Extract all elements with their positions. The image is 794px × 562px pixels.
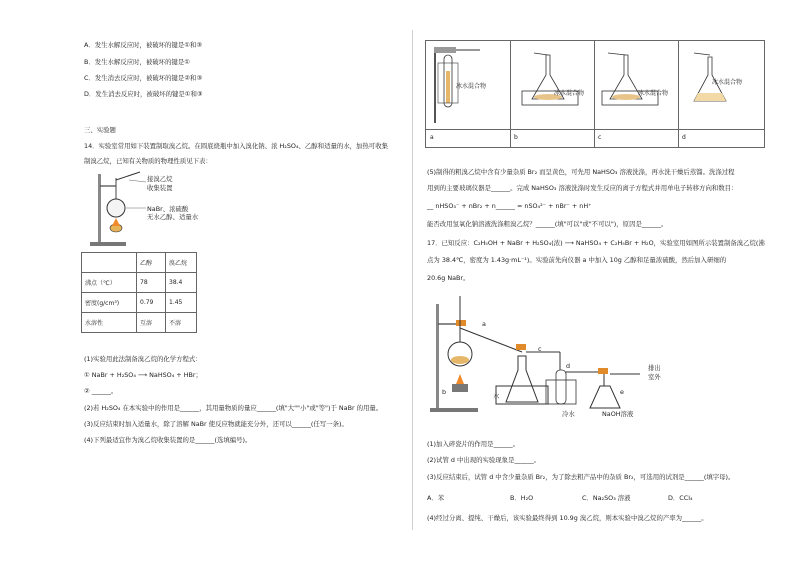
q17-label-b: b — [442, 388, 447, 396]
q17-intro-line3: 20.6g NaBr。 — [427, 274, 470, 282]
apparatus-a-letter: a — [430, 134, 434, 141]
q17-intro-line1: 17．已知反应：C₂H₅OH + NaBr + H₂SO₄(浓) ⟶ NaHSO₄ + C₂H₅Br + H₂O，实验室用如图所示装置制备溴乙烷(沸 — [427, 239, 765, 247]
q17-choice-b: B．H₂O — [510, 494, 534, 502]
q14-part3: (3)反应结束时加入适量水，除了溶解 NaBr 使反应物就能充分外，还可以______(任写一条)。 — [84, 420, 348, 428]
table-cell: 0.79 — [137, 293, 166, 313]
q17-intro-line2: 点为 38.4℃，密度为 1.43g·mL⁻¹)。实验前先向仪器 a 中加入 10g 乙醇和足量浓硫酸，然后加入研细的 — [427, 256, 727, 264]
apparatus-b-drawing — [510, 41, 594, 129]
q17-label-exhaust: 排出 — [648, 364, 661, 372]
label-nabr-sulfuric: NaBr、浓硫酸 — [147, 205, 189, 213]
q17-part4: (4)经过分离、提纯、干燥后，该实验最终得到 10.9g 溴乙烷，则本实验中溴乙烷的产率为______。 — [427, 514, 708, 522]
q17-label-a: a — [482, 320, 486, 328]
q17-choice-c: C．Na₂SO₃ 溶液 — [582, 494, 631, 502]
apparatus-c-drawing — [594, 41, 678, 129]
q17-label-outdoors: 室外 — [648, 373, 661, 381]
q17-choice-d: D．CCl₄ — [668, 494, 693, 502]
apparatus-a-label: 冰水混合物 — [456, 83, 487, 90]
apparatus-c-label: 冰水混合物 — [638, 90, 669, 97]
q17-label-d: d — [566, 362, 571, 370]
q14-intro-line1: 14．实验室常用如下装置制取溴乙烷。在圆底烧瓶中加入溴化钠、浓 H₂SO₄、乙醇和适量的水，加热可收集 — [84, 142, 388, 150]
q14-part2: (2)若 H₂SO₄ 在本实验中的作用是______，其用量物质的量应______(填"大""小"或"等")于 NaBr 的用量。 — [84, 404, 383, 412]
q14-part1: (1)实验用此法制备溴乙烷的化学方程式： — [84, 355, 202, 363]
option-c: C．发生消去反应时，被破坏的键是②和③ — [84, 74, 203, 82]
table-header-cell: 溴乙烷 — [166, 253, 197, 273]
apparatus-b-label: 冰水混合物 — [554, 90, 585, 97]
table-header-cell: 乙醇 — [137, 253, 166, 273]
section-heading: 三、实验题 — [84, 126, 116, 134]
q17-label-e: e — [620, 388, 624, 396]
table-cell: 1.45 — [166, 293, 197, 313]
table-row — [82, 313, 197, 333]
q17-label-c: c — [538, 345, 542, 353]
collection-apparatus-grid — [425, 40, 765, 148]
q17-choice-a: A．苯 — [427, 494, 445, 502]
q14-equation1: ① NaBr + H₂SO₄ ⟶ NaHSO₄ + HBr； — [84, 371, 202, 379]
table-cell: 不溶 — [166, 313, 197, 333]
q17-label-naoh: NaOH溶液 — [602, 410, 634, 418]
q14-part5-equation: __ nHSO₃⁻ + nBr₂ + n______ = nSO₄²⁻ + nBr⁻ + nH⁺ — [427, 202, 592, 210]
table-row — [82, 293, 197, 313]
option-a: A．发生水解反应时，被破坏的键是①和③ — [84, 41, 203, 49]
apparatus-c-letter: c — [598, 134, 602, 141]
table-header-cell — [82, 253, 137, 273]
apparatus-d-letter: d — [682, 134, 686, 141]
q14-part5-line1: (5)制得的粗溴乙烷中含有少量杂质 Br₂ 而呈黄色，可先用 NaHSO₃ 溶液洗涤，再水洗干燥后蒸馏。洗涤过程 — [427, 168, 735, 176]
table-header-row — [82, 253, 197, 273]
q17-part2: (2)试管 d 中出现的实验现象是______。 — [427, 456, 541, 464]
properties-table — [81, 252, 197, 333]
table-row — [82, 273, 197, 293]
q14-part5-line3: 能否改用氢氧化钠溶液洗涤粗溴乙烷？______(填"可以"或"不可以")，原因是______。 — [427, 220, 668, 228]
q14-equation2: ② ______。 — [84, 387, 118, 395]
option-d: D．发生消去反应时，被破坏的键是①和③ — [84, 90, 203, 98]
label-ethanol-water: 无水乙醇、适量水 — [147, 213, 199, 221]
label-collect-bromoethane: 接溴乙烷 — [147, 175, 173, 183]
q17-apparatus-figure — [430, 290, 660, 420]
apparatus-d-label: 冰水混合物 — [712, 79, 743, 86]
q17-part3: (3)反应结束后，试管 d 中含少量杂质 Br₂，为了除去粗产品中的杂质 Br₂，可选用的试剂是______(填字母)。 — [427, 473, 735, 481]
table-cell: 38.4 — [166, 273, 197, 293]
apparatus-b-letter: b — [514, 134, 518, 141]
column-divider — [412, 30, 413, 530]
q14-part4: (4)下列最适宜作为溴乙烷收集装置的是______(选填编号)。 — [84, 436, 252, 444]
table-cell: 互溶 — [137, 313, 166, 333]
table-cell: 密度(g/cm³) — [82, 293, 137, 313]
option-b: B．发生水解反应时，被破坏的键是① — [84, 58, 190, 66]
q17-label-water: 水 — [493, 392, 500, 400]
q17-part1: (1)加入碎瓷片的作用是______。 — [427, 440, 520, 448]
q17-label-cold-water: 冷水 — [562, 410, 575, 418]
q14-intro-line2: 制溴乙烷，已知有关物质的物理性质见下表： — [84, 157, 212, 165]
table-cell: 水溶性 — [82, 313, 137, 333]
table-cell: 沸点（℃） — [82, 273, 137, 293]
label-collection-device: 收集装置 — [147, 184, 173, 192]
q14-part5-line2: 用到的主要玻璃仪器是______。完成 NaHSO₃ 溶液洗涤时发生反应的离子方程式并用单电子转移方向和数目： — [427, 184, 738, 192]
table-cell: 78 — [137, 273, 166, 293]
